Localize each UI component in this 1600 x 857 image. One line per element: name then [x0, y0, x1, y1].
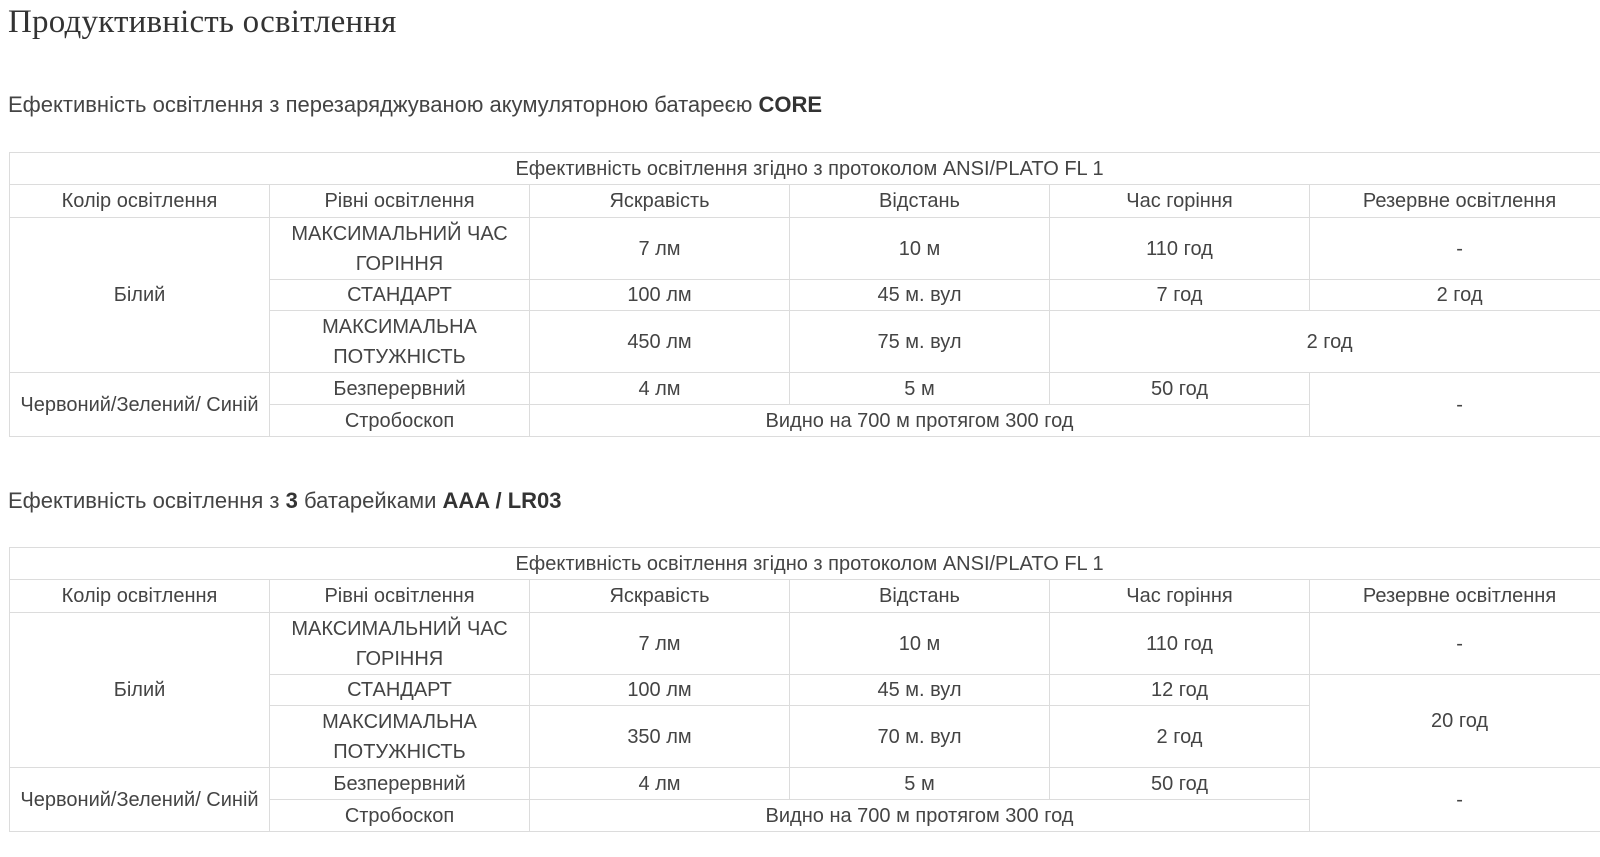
performance-table-aaa — [9, 547, 1600, 832]
burn-time-cell: 2 год — [1050, 706, 1310, 768]
section-heading-core — [8, 92, 822, 118]
burn-time-cell: 50 год — [1050, 768, 1310, 800]
brightness-cell: 450 лм — [530, 311, 790, 373]
light-color-cell: Червоний/Зелений/ Синій — [10, 373, 270, 437]
column-header: Колір освітлення — [10, 185, 270, 218]
column-header: Відстань — [790, 185, 1050, 218]
table-caption: Ефективність освітлення згідно з протоколом ANSI/PLATO FL 1 — [10, 153, 1600, 185]
column-header: Резервне освітлення — [1310, 580, 1600, 613]
light-level-cell: МАКСИМАЛЬНИЙ ЧАС ГОРІННЯ — [270, 613, 530, 675]
column-header: Яскравість — [530, 185, 790, 218]
light-level-cell: Безперервний — [270, 768, 530, 800]
reserve-cell: - — [1310, 218, 1600, 280]
column-header: Час горіння — [1050, 580, 1310, 613]
brightness-cell: 7 лм — [530, 218, 790, 280]
light-level-cell: МАКСИМАЛЬНА ПОТУЖНІСТЬ — [270, 311, 530, 373]
reserve-merged-cell: 20 год — [1310, 675, 1600, 768]
column-header: Час горіння — [1050, 185, 1310, 218]
burn-time-cell: 110 год — [1050, 613, 1310, 675]
section-heading-bold: AAA / LR03 — [442, 488, 562, 513]
burn-time-cell: 7 год — [1050, 280, 1310, 311]
strobe-visibility-cell: Видно на 700 м протягом 300 год — [530, 405, 1310, 437]
column-header: Колір освітлення — [10, 580, 270, 613]
distance-cell: 45 м. вул — [790, 675, 1050, 706]
column-header: Резервне освітлення — [1310, 185, 1600, 218]
burn-time-cell: 50 год — [1050, 373, 1310, 405]
section-heading-bold: CORE — [758, 92, 823, 117]
light-level-cell: Стробоскоп — [270, 405, 530, 437]
light-color-cell: Білий — [10, 218, 270, 373]
page-title: Продуктивність освітлення — [8, 4, 397, 40]
light-level-cell: МАКСИМАЛЬНА ПОТУЖНІСТЬ — [270, 706, 530, 768]
performance-table-core — [9, 152, 1600, 437]
brightness-cell: 4 лм — [530, 768, 790, 800]
light-color-cell: Білий — [10, 613, 270, 768]
light-color-cell: Червоний/Зелений/ Синій — [10, 768, 270, 832]
column-header: Рівні освітлення — [270, 580, 530, 613]
distance-cell: 10 м — [790, 613, 1050, 675]
light-level-cell: МАКСИМАЛЬНИЙ ЧАС ГОРІННЯ — [270, 218, 530, 280]
reserve-cell: - — [1310, 613, 1600, 675]
distance-cell: 5 м — [790, 373, 1050, 405]
section-heading-text: батарейками — [297, 488, 443, 513]
burn-time-cell: 110 год — [1050, 218, 1310, 280]
light-level-cell: Безперервний — [270, 373, 530, 405]
distance-cell: 70 м. вул — [790, 706, 1050, 768]
strobe-visibility-cell: Видно на 700 м протягом 300 год — [530, 800, 1310, 832]
distance-cell: 5 м — [790, 768, 1050, 800]
burn-time-cell: 12 год — [1050, 675, 1310, 706]
distance-cell: 10 м — [790, 218, 1050, 280]
brightness-cell: 100 лм — [530, 280, 790, 311]
light-level-cell: Стробоскоп — [270, 800, 530, 832]
column-header: Яскравість — [530, 580, 790, 613]
brightness-cell: 100 лм — [530, 675, 790, 706]
brightness-cell: 4 лм — [530, 373, 790, 405]
brightness-cell: 7 лм — [530, 613, 790, 675]
distance-cell: 75 м. вул — [790, 311, 1050, 373]
section-heading-text: Ефективність освітлення з перезаряджуваною акумуляторною батареєю — [8, 92, 759, 117]
distance-cell: 45 м. вул — [790, 280, 1050, 311]
column-header: Рівні освітлення — [270, 185, 530, 218]
light-level-cell: СТАНДАРТ — [270, 280, 530, 311]
brightness-cell: 350 лм — [530, 706, 790, 768]
reserve-cell: 2 год — [1310, 280, 1600, 311]
column-header: Відстань — [790, 580, 1050, 613]
reserve-cell: - — [1310, 373, 1600, 437]
section-heading-bold: 3 — [285, 488, 298, 513]
section-heading-aaa — [8, 488, 562, 514]
table-caption: Ефективність освітлення згідно з протоколом ANSI/PLATO FL 1 — [10, 548, 1600, 580]
burn-time-reserve-merged-cell: 2 год — [1050, 311, 1600, 373]
section-heading-text: Ефективність освітлення з — [8, 488, 286, 513]
light-level-cell: СТАНДАРТ — [270, 675, 530, 706]
reserve-cell: - — [1310, 768, 1600, 832]
